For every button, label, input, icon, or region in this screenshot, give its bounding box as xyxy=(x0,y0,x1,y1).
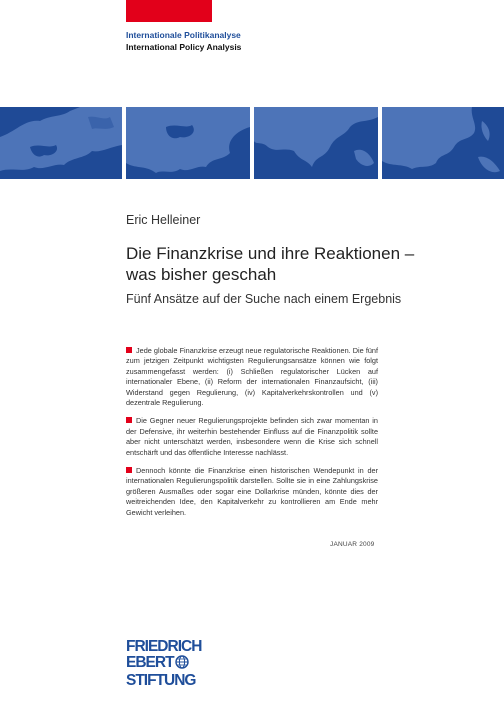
logo-line-3: STIFTUNG xyxy=(126,672,196,689)
red-square-bullet-icon xyxy=(126,347,132,353)
summary-section xyxy=(126,346,378,526)
author-name: Eric Helleiner xyxy=(126,213,201,227)
title-line-1: Die Finanzkrise und ihre Reaktionen – xyxy=(126,244,415,263)
publication-date: JANUAR 2009 xyxy=(330,541,375,548)
fes-logo xyxy=(126,639,201,689)
summary-paragraph-2: Die Gegner neuer Regulierungsprojekte befinden sich zwar momentan in der Defensive, ihr weiterhin bestehender Einfluss auf die Finanzpolitik sollte aber nicht unterschätzt werden, insbesondere wenn die Krise sich schnell entschärft und das öffentliche Interesse nachlässt. xyxy=(126,416,378,457)
map-tile-asia xyxy=(126,107,250,179)
series-title-de: Internationale Politikanalyse xyxy=(126,30,241,40)
map-banner xyxy=(0,107,504,179)
summary-paragraph-1: Jede globale Finanzkrise erzeugt neue regulatorische Reaktionen. Die fünf zum jetzigen Zeitpunkt wichtigsten Regulierungsansätze können wie folgt zusammengefasst werden: (i) Schließen regulatorischer Lücken auf internationaler Ebene, (ii) Reform der internationalen Finanzaufsicht, (iii) Widerstand gegen Regulierung, (iv) Kapitalverkehrskontrollen und (v) dezentrale Regulierung. xyxy=(126,346,378,408)
red-square-bullet-icon xyxy=(126,467,132,473)
title-line-2: was bisher geschah xyxy=(126,265,277,284)
map-tile-south-asia xyxy=(254,107,378,179)
series-header xyxy=(126,29,241,53)
globe-icon xyxy=(175,655,189,673)
logo-line-1: FRIEDRICH xyxy=(126,638,202,655)
series-title-en: International Policy Analysis xyxy=(126,42,242,52)
map-tile-europe xyxy=(0,107,122,179)
map-tile-east-asia xyxy=(382,107,504,179)
document-subtitle: Fünf Ansätze auf der Suche nach einem Ergebnis xyxy=(126,292,402,306)
summary-paragraph-3: Dennoch könnte die Finanzkrise einen historischen Wendepunkt in der internationalen Regulierungspolitik darstellen. Sollte sie in eine Zahlungskrise größeren Ausmaßes oder sogar eine Dollarkrise münden, könnte dies der weitreichenden Idee, den Kapitalverkehr zu kontrollieren am Ende mehr Gewicht verleihen. xyxy=(126,466,378,517)
red-accent-bar xyxy=(126,0,212,22)
document-title xyxy=(126,243,486,285)
red-square-bullet-icon xyxy=(126,417,132,423)
logo-line-2: EBERT xyxy=(126,655,201,673)
